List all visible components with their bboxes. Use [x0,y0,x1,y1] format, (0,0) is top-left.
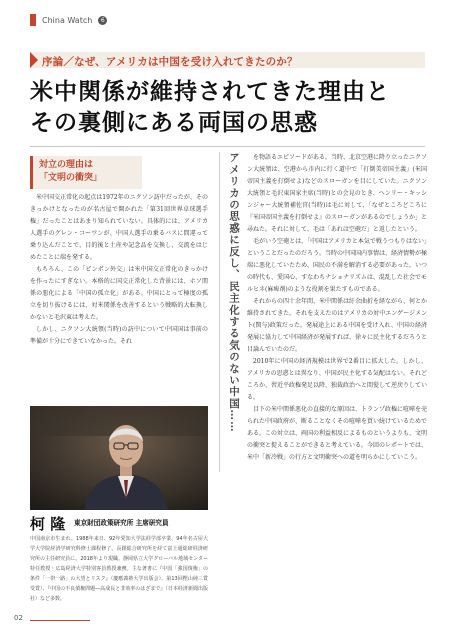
header-accent-bar [30,14,36,26]
paragraph: を物語るエピソードがある。当時、北京空港に降り立ったニクソン大統領は、空港から市内に行く道中で「打倒美帝国主義」(米国帝国主義を打倒せよ)などのスローガンを目にしていた。ニクソン大統領と毛沢東国家主席(当時)との会見のとき、ヘンリー・キッシンジャー大統領補佐官(当時)は毛に対して、「なぜところどころに『米国帝国主義を打倒せよ』のスローガンがあるのでしょうか」と尋ねた。それに対して、毛は「あれは空砲だ」と返したという。 [247,154,428,233]
subheading-line-1: 対立の理由は [39,160,94,170]
paragraph: それからの四十余年間、米中関係は紆余曲折を経ながら、何とか維持されてきた。それを支えたのはアメリカの対中エンゲージメント(関与)政策だった。発展途上にある中国を受け入れ、中国の経済発展に協力して中国経済が発展すれば、徐々に民主化するだろうと目論んでいたのだ。 [247,298,428,353]
pull-quote: アメリカの思惑に反し、民主化する気のない中国…… [228,152,240,433]
author-title: 東京財団政策研究所 主席研究員 [74,519,169,527]
paragraph: 目下の米中関係悪化の直接的な原因は、トランプ政権に喧嘩を売られた中国政府が、断ることなくその喧嘩を買い続けているためである。この対立は、両国の利益相反によるものというよりも、文明の衝突と捉えることができると考えている。今回のレポートでは、米中「新冷戦」の行方と文明衝突への道を明らかにしていこう。 [247,406,428,461]
author-portrait-image [30,406,208,510]
section-label: 序論／なぜ、アメリカは中国を受け入れてきたのか？ [42,56,298,68]
paragraph: 米中国交正常化の起点は1972年のニクソン訪中だったが、そのきっかけとなったのが名古屋で開かれた「第31回世界卓球選手権」だったことはあまり知られていない。具体的には、アメリカ人選手のグレン・コーワンが、中国人選手の乗るバスに間違って乗り込んだことで、目的後と土産や記念品を交換し、交流をはじめたことに端を発する。 [30,194,208,261]
running-header [30,13,107,27]
footer-rule [30,620,90,621]
paragraph: しかし、ニクソン大統領(当時)の訪中について中国国は事前の準備が十分にできていなかった。それ [30,326,208,345]
subheading-line-2: 「文明の衝突」 [39,173,103,183]
author-name: 柯 隆 [30,515,66,533]
page-title-line-2: その裏側にある両国の思惑 [30,109,318,136]
body-column-left [30,192,208,348]
section-arrow-icon [30,52,38,68]
subheading-accent-bar [30,156,33,189]
author-photo [30,406,208,510]
issue-number-badge: 6 [98,16,107,25]
page-number: 02 [14,614,23,622]
page-title [30,76,430,138]
paragraph: 毛がいう空砲とは、「中国はアメリカと本気で戦うつもりはない」ということだったのだろう。当時の中国国内事情は、経済情勢が極端に悪化していたため、国民の不満を解消する必要があった。いつの時代も、愛国心、すなわちナショナリズムは、混乱した社会でモルヒネ(麻痺剤)のような役割を果たすものである。 [247,238,428,293]
title-divider [30,146,425,147]
paragraph: もちろん、この「ピンポン外交」は米中国交正常化のきっかけを作ったにすぎない。本格的に国交正常化した背景には、ホソ関係の悪化による「中国の孤立化」がある。中国にとって極度の孤立を切り抜けるには、対米関係を改善するという戦略的大転換しかないと毛沢東は考えた。 [30,266,208,321]
subheading [39,159,102,185]
page-title-line-1: 米中関係が維持されてきた理由と [30,78,390,105]
column-divider [219,152,220,472]
body-column-right [247,152,427,464]
author-bio: 中国南京市生まれ。1988年来日、92年愛知大学法経学部卒業、94年名古屋大学大学院経済学研究科修士課程修了。長銀総合研究所を経て富士通総研経済研究所の主任研究員に。2018年より現職。静岡県立大学グローバル地域センター特任教授・広島経済大学特別客員教授兼務。主な著書に『中国「強国復権」の条件「一帯一路」の大望とリスク』（慶應義塾大学出版会）、第13回樫山純三賞受賞）、『中国の不良債権問題―高成長と非効率のはざまで』（日本経済新聞出版社）など多数。 [30,536,208,602]
header-title: China Watch [42,15,93,25]
paragraph: 2010年に中国の経済規模は世界で2番目に拡大した。しかし、アメリカの思惑とは異なり、中国が民主化する気配はない。それどころか、習近平政権発足以降、独裁政治へと間髪して逆戻りしている。 [247,358,428,401]
